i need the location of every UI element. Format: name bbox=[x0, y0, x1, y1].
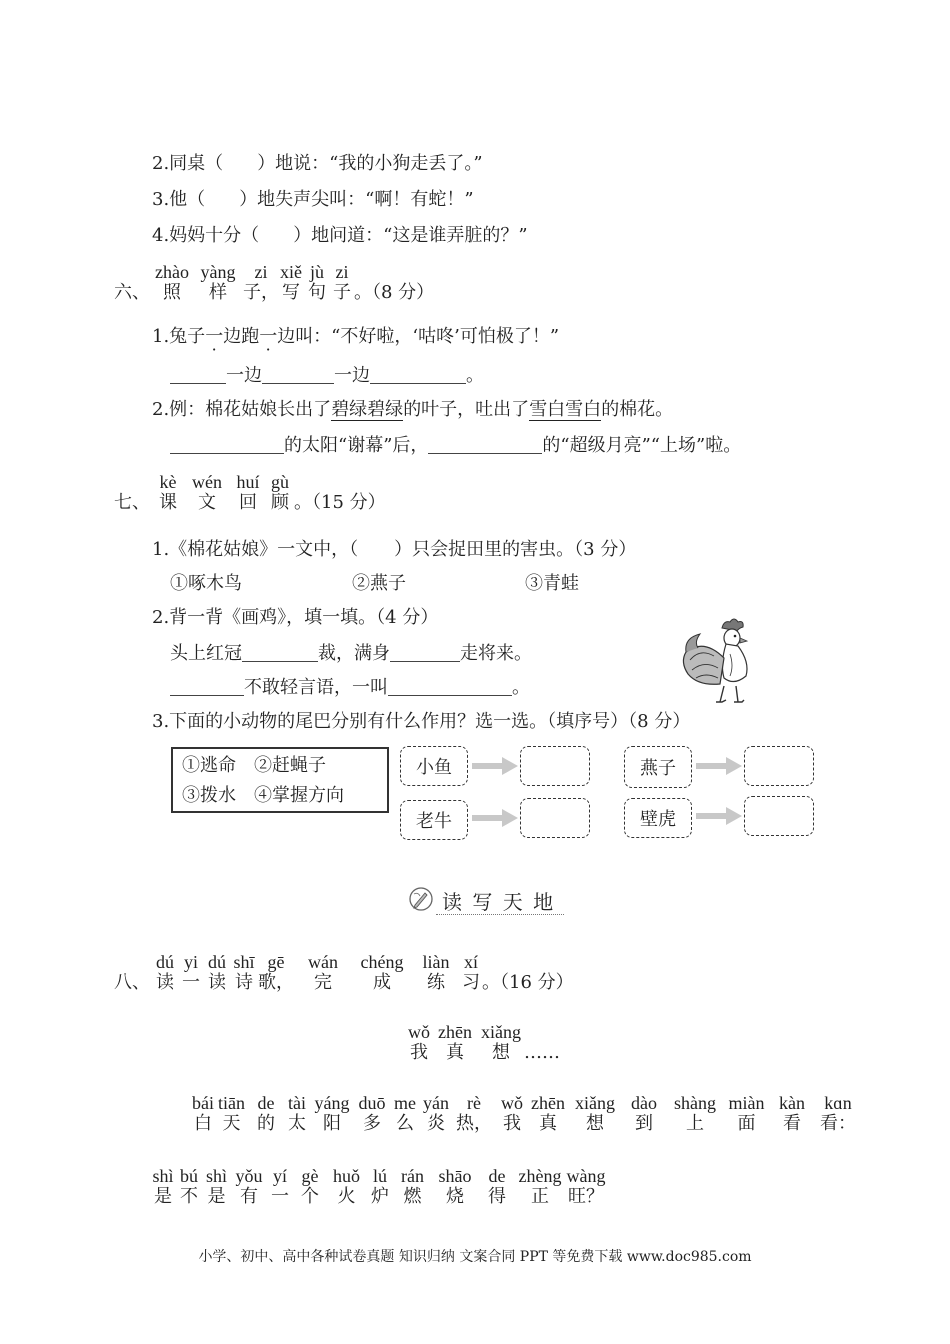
animal-box-fish: 小鱼 bbox=[400, 746, 468, 786]
hanzi: 上 bbox=[686, 1113, 704, 1134]
poem-col bbox=[176, 1166, 202, 1208]
poem-title-col bbox=[432, 1022, 478, 1064]
hanzi-char: 歌 bbox=[258, 972, 276, 993]
options-line-1: ①逃命 ②赶蝇子 bbox=[182, 755, 326, 776]
pinyin: wén bbox=[192, 472, 222, 492]
hanzi: 读 bbox=[156, 972, 174, 993]
s5-item-2 bbox=[152, 153, 483, 175]
pinyin: dào bbox=[631, 1093, 657, 1113]
s6-q2-fill-text: 的太阳“谢幕”后， bbox=[284, 435, 429, 456]
hanzi: 想 bbox=[492, 1042, 510, 1063]
hanzi: 真 bbox=[446, 1042, 464, 1063]
s5-item-2-suffix: ）地说：“我的小狗走丢了。” bbox=[257, 153, 483, 174]
arrow-icon bbox=[472, 756, 520, 776]
s8-col bbox=[460, 952, 482, 994]
s6-q1-text: 叫：“不好啦，‘咕咚’可怕极了！” bbox=[295, 326, 560, 347]
s8-score: 。（16 分） bbox=[482, 972, 574, 993]
poem-col bbox=[389, 1093, 421, 1135]
s8-col bbox=[294, 952, 352, 994]
pinyin: me bbox=[394, 1093, 416, 1113]
pinyin: bú bbox=[180, 1166, 198, 1186]
s8-col bbox=[230, 952, 258, 994]
hanzi: 成 bbox=[373, 972, 391, 993]
poem-col bbox=[247, 1093, 285, 1135]
hanzi: 火 bbox=[337, 1186, 356, 1207]
pinyin: zi bbox=[335, 262, 349, 282]
pinyin: xí bbox=[463, 952, 478, 972]
pinyin: shì bbox=[205, 1166, 227, 1186]
hanzi: 读 bbox=[208, 972, 226, 993]
animal-box-swallow: 燕子 bbox=[624, 746, 692, 788]
s7-col bbox=[294, 472, 384, 514]
hanzi: 想 bbox=[586, 1113, 604, 1134]
s6-col bbox=[330, 262, 354, 304]
options-line-2: ③拨水 ④掌握方向 bbox=[182, 785, 344, 806]
pinyin: yán bbox=[423, 1093, 449, 1113]
s5-item-4-prefix: 4.妈妈十分（ bbox=[152, 225, 260, 246]
s6-q2-fill-text: 的“超级月亮”“上场”啦。 bbox=[542, 435, 742, 456]
s6-col bbox=[354, 262, 434, 304]
pinyin: duō bbox=[358, 1093, 386, 1113]
answer-box-swallow[interactable] bbox=[744, 746, 814, 786]
s5-item-3-suffix: ）地失声尖叫：“啊！有蛇！” bbox=[239, 189, 474, 210]
hanzi: 看 bbox=[783, 1113, 801, 1134]
hanzi: 样 bbox=[209, 282, 227, 303]
s7-score: 。（15 分） bbox=[294, 492, 386, 513]
hanzi: 炎 bbox=[427, 1113, 445, 1134]
hanzi: 炉 bbox=[371, 1186, 389, 1207]
pinyin: miàn bbox=[728, 1093, 765, 1113]
s6-q1-text: 1.兔子 bbox=[152, 326, 206, 347]
s7-q2-line1 bbox=[170, 643, 532, 665]
s6-q1-fill-text: 一边 bbox=[334, 365, 370, 386]
pinyin: jù bbox=[309, 262, 324, 282]
arrow-icon bbox=[696, 756, 744, 776]
pinyin: dú bbox=[208, 952, 226, 972]
pinyin: kàn bbox=[779, 1093, 805, 1113]
answer-blank[interactable] bbox=[390, 643, 460, 662]
pinyin: zhēn bbox=[531, 1093, 565, 1113]
answer-box-gecko[interactable] bbox=[744, 796, 814, 836]
s8-col bbox=[178, 952, 204, 994]
hanzi: 燃 bbox=[403, 1186, 422, 1207]
hanzi: 是 bbox=[207, 1186, 226, 1207]
s6-q2-text: 的叶子，吐出了 bbox=[403, 399, 530, 420]
pinyin: yi bbox=[183, 952, 198, 972]
s6-col bbox=[152, 262, 192, 304]
poem-col bbox=[267, 1166, 293, 1208]
poem-col bbox=[366, 1166, 394, 1208]
pinyin: chéng bbox=[360, 952, 404, 972]
pinyin: zhèng bbox=[518, 1166, 562, 1186]
pinyin: de bbox=[488, 1166, 506, 1186]
s7-q2: 2.背一背《画鸡》，填一填。（4 分） bbox=[152, 607, 439, 628]
poem-text: 不敢轻言语，一叫 bbox=[244, 677, 388, 698]
poem-text: 头上红冠 bbox=[170, 643, 242, 664]
poem-col bbox=[150, 1166, 176, 1208]
hanzi: 看： bbox=[820, 1113, 856, 1134]
poem-col bbox=[569, 1093, 621, 1135]
s7-number: 七、 bbox=[114, 492, 150, 513]
s6-q1-fill-text: 。 bbox=[466, 365, 484, 386]
option-1[interactable]: ①啄木鸟 bbox=[170, 573, 242, 594]
s6-q2-answer bbox=[170, 435, 741, 457]
s7-col bbox=[230, 472, 266, 514]
s6-q1-text: 跑 bbox=[241, 326, 260, 347]
s7-pinyin-row bbox=[152, 472, 384, 514]
answer-blank[interactable] bbox=[170, 677, 244, 696]
poem-title-ellipsis: …… bbox=[524, 1042, 560, 1063]
poem-title-col bbox=[478, 1022, 524, 1064]
s7-col bbox=[184, 472, 230, 514]
pinyin: gē bbox=[267, 952, 285, 972]
hanzi: 正 bbox=[531, 1186, 549, 1207]
emphasis-char: 一 bbox=[205, 326, 224, 347]
s6-q2 bbox=[152, 399, 673, 421]
s8-col bbox=[482, 952, 572, 994]
s5-item-4-suffix: ）地问道：“这是谁弄脏的？” bbox=[293, 225, 528, 246]
answer-blank[interactable] bbox=[170, 435, 284, 454]
poem-col bbox=[479, 1166, 515, 1208]
pinyin: zhào bbox=[155, 262, 189, 282]
underlined-example: 雪白雪白 bbox=[529, 399, 602, 420]
animal-box-gecko: 壁虎 bbox=[624, 798, 692, 838]
hanzi: 个 bbox=[301, 1186, 319, 1207]
pinyin: de bbox=[257, 1093, 275, 1113]
option-3[interactable]: ③青蛙 bbox=[525, 573, 579, 594]
s6-q1-fill-text: 一边 bbox=[226, 365, 262, 386]
hanzi-char: 子 bbox=[243, 282, 261, 303]
poem-col bbox=[814, 1093, 862, 1135]
hanzi: 回 bbox=[239, 492, 257, 513]
poem-title-col bbox=[524, 1022, 564, 1064]
pinyin: shì bbox=[152, 1166, 174, 1186]
pinyin: wán bbox=[308, 952, 338, 972]
poem-col bbox=[770, 1093, 814, 1135]
poem-col bbox=[667, 1093, 723, 1135]
poem-col bbox=[723, 1093, 770, 1135]
hanzi: 有 bbox=[240, 1186, 258, 1207]
hanzi: 子， bbox=[243, 282, 279, 303]
poem-col bbox=[394, 1166, 431, 1208]
pinyin: xiě bbox=[280, 262, 302, 282]
answer-box-ox[interactable] bbox=[520, 798, 590, 838]
pinyin: wǒ bbox=[501, 1093, 523, 1113]
poem-col bbox=[231, 1166, 267, 1208]
pinyin: zhēn bbox=[438, 1022, 472, 1042]
hanzi: 的 bbox=[257, 1113, 275, 1134]
answer-blank[interactable] bbox=[370, 365, 466, 384]
poem-col bbox=[327, 1166, 366, 1208]
s8-pinyin-row bbox=[152, 952, 572, 994]
s6-score: 。（8 分） bbox=[354, 282, 435, 303]
poem-col bbox=[293, 1166, 327, 1208]
hanzi: 我 bbox=[410, 1042, 428, 1063]
hanzi: 一 bbox=[182, 972, 200, 993]
banner-title: 读 写 天 地 bbox=[442, 890, 556, 914]
poem-col bbox=[190, 1093, 216, 1135]
hanzi: 歌， bbox=[258, 972, 294, 993]
s6-col bbox=[304, 262, 330, 304]
pinyin: yàng bbox=[200, 262, 236, 282]
s8-col bbox=[258, 952, 294, 994]
hanzi: 顾 bbox=[271, 492, 289, 513]
poem-col bbox=[515, 1166, 565, 1208]
hanzi: 白 bbox=[194, 1113, 212, 1134]
s6-q2-text: 的棉花。 bbox=[601, 399, 674, 420]
hanzi: 烧 bbox=[446, 1186, 464, 1207]
poem-col bbox=[431, 1166, 479, 1208]
pinyin: yǒu bbox=[235, 1166, 263, 1186]
s7-q1: 1.《棉花姑娘》一文中，（ ）只会捉田里的害虫。（3 分） bbox=[152, 539, 637, 560]
pinyin: wàng bbox=[566, 1166, 606, 1186]
hanzi: 么 bbox=[396, 1113, 414, 1134]
pinyin: liàn bbox=[422, 952, 450, 972]
s6-col bbox=[192, 262, 244, 304]
s7-col bbox=[266, 472, 294, 514]
hanzi: 得 bbox=[488, 1186, 506, 1207]
s7-q2-line2 bbox=[170, 677, 530, 699]
poem-text: 走将来。 bbox=[460, 643, 532, 664]
s7-q3: 3.下面的小动物的尾巴分别有什么作用？选一选。（填序号）（8 分） bbox=[152, 711, 691, 732]
banner-underline bbox=[436, 914, 564, 915]
pinyin: lú bbox=[372, 1166, 387, 1186]
pinyin: bái bbox=[192, 1093, 214, 1113]
option-2[interactable]: ②燕子 bbox=[352, 573, 406, 594]
pinyin: dú bbox=[156, 952, 174, 972]
hanzi: 太 bbox=[288, 1113, 306, 1134]
s8-number: 八、 bbox=[114, 972, 150, 993]
hanzi: 是 bbox=[154, 1186, 172, 1207]
hanzi: 我 bbox=[503, 1113, 521, 1134]
pinyin: yáng bbox=[314, 1093, 350, 1113]
s8-col bbox=[412, 952, 460, 994]
hanzi: 练 bbox=[427, 972, 445, 993]
pinyin: kè bbox=[159, 472, 177, 492]
pinyin: wǒ bbox=[408, 1022, 430, 1042]
underlined-example: 碧绿碧绿 bbox=[331, 399, 404, 420]
answer-box-fish[interactable] bbox=[520, 746, 590, 786]
s6-q1-text: 边 bbox=[277, 326, 296, 347]
hanzi: 多 bbox=[363, 1113, 381, 1134]
s7-col bbox=[152, 472, 184, 514]
poem-text: 裁，满身 bbox=[318, 643, 390, 664]
hanzi: 完 bbox=[314, 972, 332, 993]
hanzi: 到 bbox=[635, 1113, 653, 1134]
answer-blank[interactable] bbox=[428, 435, 542, 454]
poem-line-2 bbox=[150, 1166, 607, 1208]
pinyin: huǒ bbox=[333, 1166, 360, 1186]
poem-col bbox=[285, 1093, 309, 1135]
pinyin: tiān bbox=[218, 1093, 245, 1113]
s5-item-4 bbox=[152, 225, 528, 247]
hanzi: 天 bbox=[222, 1113, 241, 1134]
s8-col bbox=[352, 952, 412, 994]
hanzi: 文 bbox=[198, 492, 216, 513]
pinyin: yí bbox=[272, 1166, 287, 1186]
hanzi: 不 bbox=[180, 1186, 198, 1207]
hanzi: 诗 bbox=[235, 972, 253, 993]
pinyin: gù bbox=[271, 472, 289, 492]
s6-col bbox=[244, 262, 278, 304]
s6-q2-text: 2.例：棉花姑娘长出了 bbox=[152, 399, 332, 420]
poem-text: 。 bbox=[512, 677, 530, 698]
pinyin: rè bbox=[467, 1093, 481, 1113]
poem-col bbox=[621, 1093, 667, 1135]
emphasis-char: 一 bbox=[259, 326, 278, 347]
hanzi: 习 bbox=[462, 972, 480, 993]
poem-col bbox=[527, 1093, 569, 1135]
pinyin: gè bbox=[301, 1166, 319, 1186]
pinyin: zi bbox=[254, 262, 268, 282]
poem-col bbox=[216, 1093, 247, 1135]
rooster-illustration bbox=[678, 618, 760, 710]
poem-col bbox=[355, 1093, 389, 1135]
s6-q1-answer bbox=[170, 365, 484, 387]
poem-col bbox=[421, 1093, 451, 1135]
animal-box-ox: 老牛 bbox=[400, 800, 468, 840]
s5-item-3-prefix: 3.他（ bbox=[152, 189, 206, 210]
s8-col bbox=[152, 952, 178, 994]
hanzi: 真 bbox=[539, 1113, 557, 1134]
page-footer: 小学、初中、高中各种试卷真题 知识归纳 文案合同 PPT 等免费下载 www.doc985.com bbox=[198, 1249, 752, 1265]
hanzi: 照 bbox=[163, 282, 181, 303]
s6-pinyin-row bbox=[152, 262, 434, 304]
s8-col bbox=[204, 952, 230, 994]
s6-q1 bbox=[152, 326, 559, 348]
answer-blank[interactable] bbox=[242, 643, 318, 662]
hanzi: 热， bbox=[456, 1113, 492, 1134]
pinyin: shī bbox=[233, 952, 255, 972]
hanzi: 写 bbox=[282, 282, 300, 303]
s6-col bbox=[278, 262, 304, 304]
poem-col bbox=[309, 1093, 355, 1135]
pinyin: huí bbox=[236, 472, 260, 492]
s6-q1-text: 边 bbox=[223, 326, 242, 347]
poem-col bbox=[451, 1093, 497, 1135]
poem-title-col bbox=[406, 1022, 432, 1064]
poem-line-1 bbox=[190, 1093, 862, 1135]
answer-blank[interactable] bbox=[170, 365, 226, 384]
pinyin: rán bbox=[401, 1166, 424, 1186]
s6-number: 六、 bbox=[114, 282, 150, 303]
hanzi: 阳 bbox=[323, 1113, 341, 1134]
s5-item-3 bbox=[152, 189, 474, 211]
pinyin: shàng bbox=[674, 1093, 716, 1113]
pinyin: tài bbox=[288, 1093, 306, 1113]
hanzi: 面 bbox=[737, 1113, 756, 1134]
hanzi: 课 bbox=[159, 492, 177, 513]
poem-col bbox=[202, 1166, 231, 1208]
hanzi: 子 bbox=[333, 282, 351, 303]
arrow-icon bbox=[696, 806, 744, 826]
poem-title bbox=[406, 1022, 564, 1064]
pen-circle-icon bbox=[408, 886, 434, 912]
s5-item-2-prefix: 2.同桌（ bbox=[152, 153, 224, 174]
hanzi: 句 bbox=[308, 282, 326, 303]
arrow-icon bbox=[472, 808, 520, 828]
hanzi: 一 bbox=[271, 1186, 289, 1207]
answer-blank[interactable] bbox=[262, 365, 334, 384]
poem-col bbox=[565, 1166, 607, 1208]
pinyin: shāo bbox=[438, 1166, 472, 1186]
hanzi: 旺？ bbox=[568, 1186, 604, 1207]
pinyin: xiǎng bbox=[575, 1093, 615, 1113]
pinyin: kɑn bbox=[824, 1093, 852, 1113]
poem-col bbox=[497, 1093, 527, 1135]
answer-blank[interactable] bbox=[388, 677, 512, 696]
pinyin: xiǎng bbox=[481, 1022, 521, 1042]
